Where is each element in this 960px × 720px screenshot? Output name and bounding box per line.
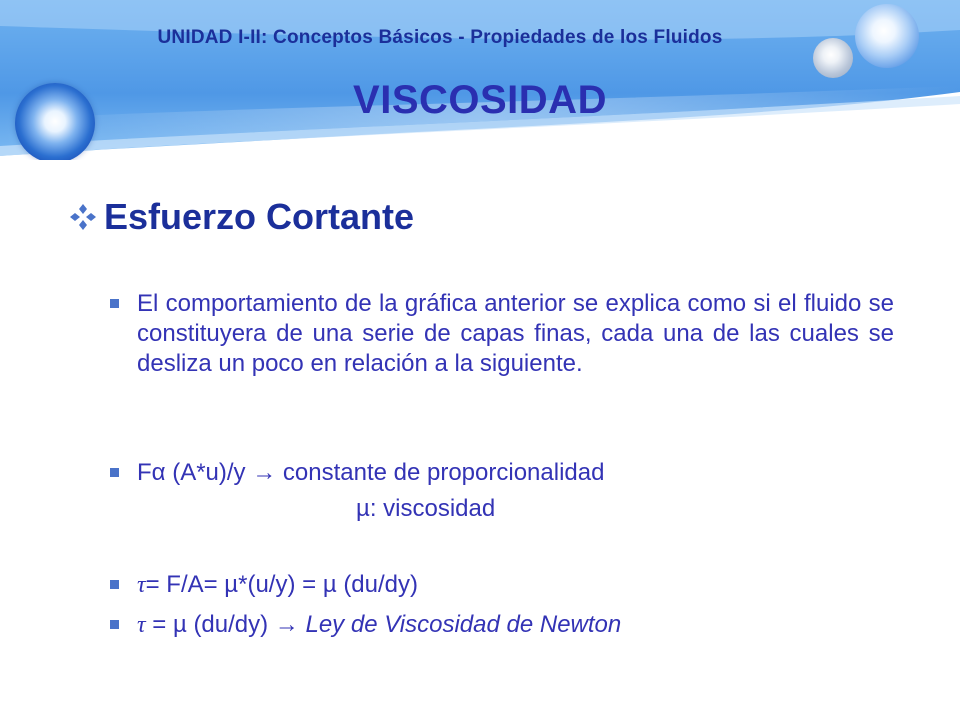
diamond-bullet-icon	[68, 202, 98, 232]
square-bullet-icon	[110, 468, 119, 477]
tau-symbol: τ	[137, 572, 146, 598]
section-heading-text: Esfuerzo Cortante	[104, 196, 415, 237]
bullet-proportionality	[110, 458, 894, 488]
bullet-paragraph-text: El comportamiento de la gráfica anterior se explica como si el fluido se constituyera de una serie de capas finas, cada una de las cuales se desliza un poco en relación a la siguiente.	[137, 290, 894, 377]
bullet-equation-1	[110, 570, 894, 600]
bullet-paragraph	[110, 289, 894, 413]
bullet-equation-2	[110, 610, 894, 640]
course-subtitle: UNIDAD I-II: Conceptos Básicos - Propiedades de los Fluidos	[157, 27, 723, 48]
bullet-proportionality-text: Fα (A*u)/y → constante de proporcionalidad	[137, 459, 605, 486]
square-bullet-icon	[110, 580, 119, 589]
tau-symbol: τ	[137, 612, 146, 638]
section-heading	[68, 192, 414, 242]
newton-law-text: Ley de Viscosidad de Newton	[305, 611, 622, 638]
slide-title: VISCOSIDAD	[353, 78, 607, 122]
viscosity-label: µ: viscosidad	[356, 495, 496, 522]
square-bullet-icon	[110, 299, 119, 308]
square-bullet-icon	[110, 620, 119, 629]
equation-1-text: = F/A= µ*(u/y) = µ (du/dy)	[145, 571, 419, 598]
equation-2-text: = µ (du/dy) →	[145, 611, 306, 638]
